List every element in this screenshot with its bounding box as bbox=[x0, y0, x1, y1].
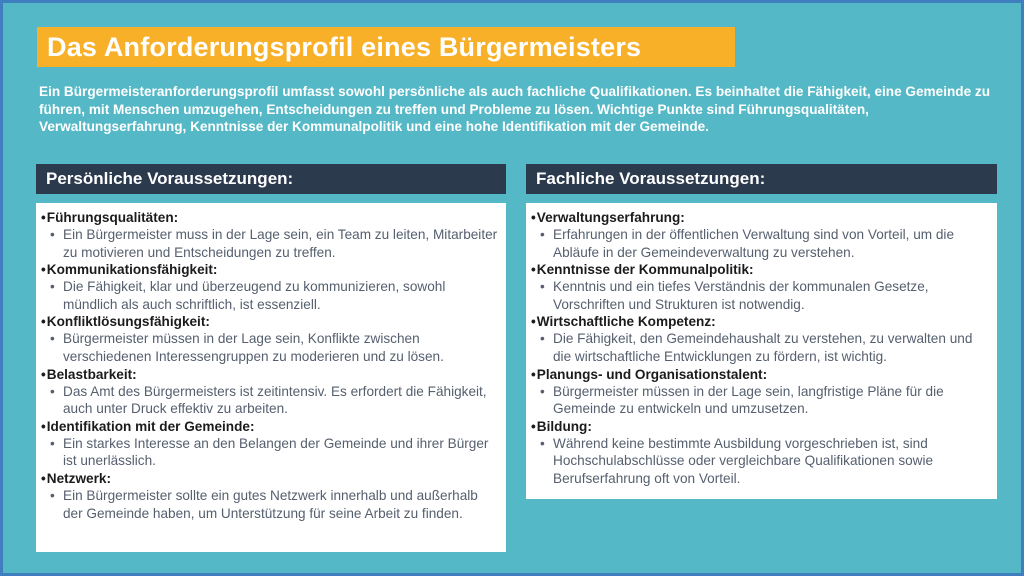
item-text: Bürgermeister müssen in der Lage sein, langfristige Pläne für die Gemeinde zu entwickeln und umzusetzen. bbox=[553, 383, 944, 417]
bullet-icon: • bbox=[531, 262, 536, 278]
sub-bullet-icon: • bbox=[540, 227, 545, 242]
sub-bullet-icon: • bbox=[50, 383, 55, 399]
bullet-icon: • bbox=[41, 470, 46, 486]
list-item bbox=[41, 313, 498, 365]
item-title: Wirtschaftliche Kompetenz: bbox=[536, 314, 716, 330]
item-text: Das Amt des Bürgermeisters ist zeitintensiv. Es erfordert die Fähigkeit, auch unter Druck effektiv zu arbeiten. bbox=[63, 383, 487, 417]
sub-bullet-icon: • bbox=[540, 331, 545, 347]
list-item bbox=[41, 366, 498, 418]
bullet-icon: • bbox=[41, 418, 46, 434]
sub-bullet-icon: • bbox=[50, 487, 55, 503]
list-item bbox=[41, 470, 498, 522]
list-item bbox=[531, 418, 989, 488]
bullet-icon: • bbox=[41, 262, 46, 278]
sub-bullet-icon: • bbox=[50, 279, 55, 295]
bullet-icon: • bbox=[531, 366, 536, 382]
item-title: Konfliktlösungsfähigkeit: bbox=[46, 314, 210, 330]
item-title: Führungsqualitäten: bbox=[46, 210, 179, 225]
item-text: Während keine bestimmte Ausbildung vorgeschrieben ist, sind Hochschulabschlüsse oder vergleichbare Qualifikationen sowie Berufserfahrung oft von Vorteil. bbox=[553, 435, 934, 486]
item-title: Verwaltungserfahrung: bbox=[536, 210, 685, 225]
item-title: Belastbarkeit: bbox=[46, 366, 137, 382]
personal-list bbox=[36, 203, 506, 552]
sub-bullet-icon: • bbox=[50, 227, 55, 242]
item-text: Die Fähigkeit, den Gemeindehaushalt zu verstehen, zu verwalten und die wirtschaftliche Entwicklungen zu fördern, ist wichtig. bbox=[553, 331, 973, 364]
professional-heading: Fachliche Voraussetzungen: bbox=[526, 164, 997, 194]
list-item bbox=[41, 261, 498, 313]
sub-bullet-icon: • bbox=[540, 435, 545, 451]
list-item bbox=[41, 209, 498, 261]
list-item bbox=[531, 261, 989, 313]
list-item bbox=[531, 313, 989, 365]
list-item bbox=[531, 366, 989, 418]
title-bar bbox=[37, 27, 735, 67]
item-title: Planungs- und Organisationstalent: bbox=[536, 366, 768, 382]
bullet-icon: • bbox=[531, 418, 536, 434]
intro-text: Ein Bürgermeisteranforderungsprofil umfasst sowohl persönliche als auch fachliche Qualifikationen. Es beinhaltet die Fähigkeit, eine Gemeinde zu führen, mit Menschen umzugehen, Entscheidungen zu treffen und Probleme zu lösen. Wichtige Punkte sind Führungsqualitäten, Verwaltungserfahrung, Kenntnisse der Kommunalpolitik und eine hohe Identifikation mit der Gemeinde. bbox=[39, 84, 991, 135]
item-title: Identifikation mit der Gemeinde: bbox=[46, 418, 255, 434]
item-text: Ein starkes Interesse an den Belangen der Gemeinde und ihrer Bürger ist unerlässlich. bbox=[63, 435, 489, 469]
bullet-icon: • bbox=[41, 366, 46, 382]
bullet-icon: • bbox=[531, 210, 536, 225]
item-title: Netzwerk: bbox=[46, 470, 111, 486]
sub-bullet-icon: • bbox=[50, 331, 55, 347]
list-item bbox=[41, 418, 498, 470]
bullet-icon: • bbox=[41, 210, 46, 225]
professional-list bbox=[526, 203, 997, 499]
page-title: Das Anforderungsprofil eines Bürgermeisters bbox=[47, 31, 642, 62]
item-text: Kenntnis und ein tiefes Verständnis der kommunalen Gesetze, Vorschriften und Strukturen ist notwendig. bbox=[553, 279, 929, 312]
item-title: Bildung: bbox=[536, 418, 592, 434]
item-text: Ein Bürgermeister sollte ein gutes Netzwerk innerhalb und außerhalb der Gemeinde haben, um Unterstützung für seine Arbeit zu finden. bbox=[63, 487, 478, 521]
sub-bullet-icon: • bbox=[50, 435, 55, 451]
item-title: Kommunikationsfähigkeit: bbox=[46, 262, 218, 278]
item-title: Kenntnisse der Kommunalpolitik: bbox=[536, 262, 754, 278]
bullet-icon: • bbox=[531, 314, 536, 330]
bullet-icon: • bbox=[41, 314, 46, 330]
item-text: Die Fähigkeit, klar und überzeugend zu kommunizieren, sowohl mündlich als auch schriftlich, ist essenziell. bbox=[63, 279, 446, 312]
item-text: Bürgermeister müssen in der Lage sein, Konflikte zwischen verschiedenen Interessengruppen zu moderieren und zu lösen. bbox=[63, 331, 444, 364]
item-text: Ein Bürgermeister muss in der Lage sein, ein Team zu leiten, Mitarbeiter zu motivieren und Entscheidungen zu treffen. bbox=[63, 227, 498, 260]
personal-heading: Persönliche Voraussetzungen: bbox=[36, 164, 506, 194]
sub-bullet-icon: • bbox=[540, 279, 545, 295]
item-text: Erfahrungen in der öffentlichen Verwaltung sind von Vorteil, um die Abläufe in der Gemeindeverwaltung zu verstehen. bbox=[553, 227, 955, 260]
list-item bbox=[531, 209, 989, 261]
sub-bullet-icon: • bbox=[540, 383, 545, 399]
